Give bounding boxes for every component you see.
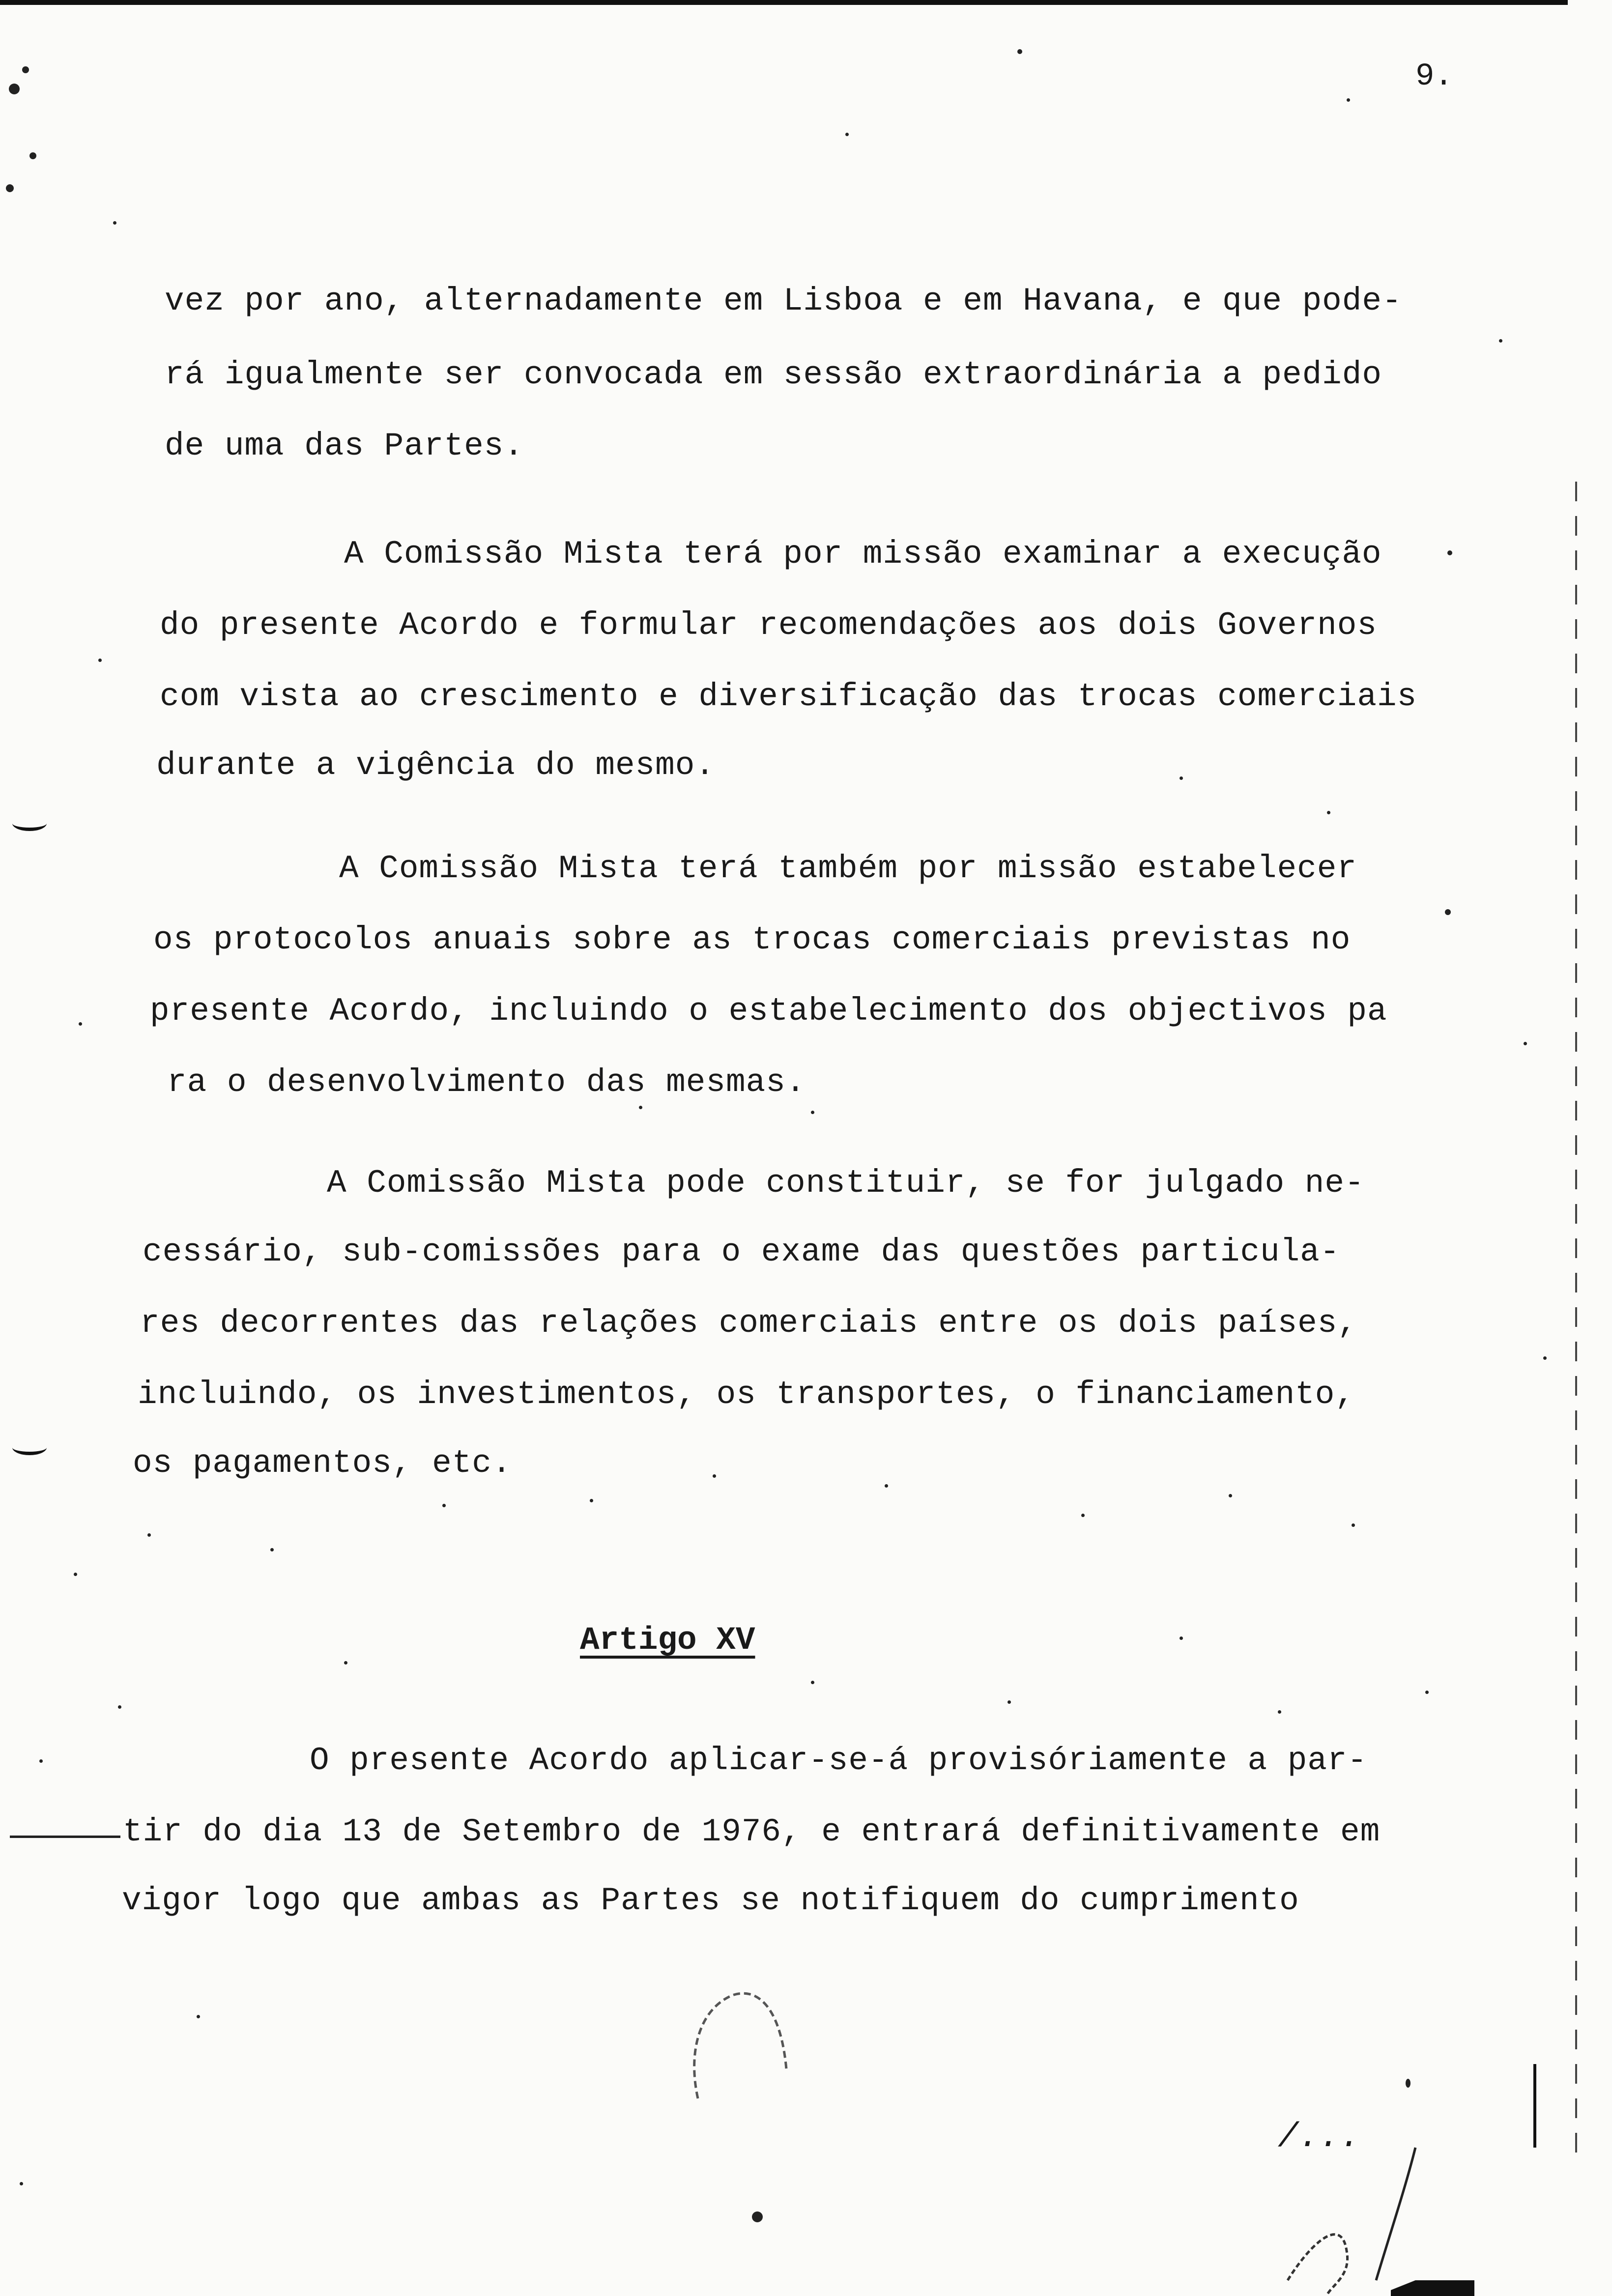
speck (29, 152, 36, 159)
text-line: rá igualmente ser convocada em sessão extraordinária a pedido (165, 356, 1382, 393)
speck (113, 221, 116, 225)
margin-dash-line (10, 1836, 120, 1838)
speck (118, 1705, 121, 1709)
text-line: A Comissão Mista terá também por missão estabelecer (339, 850, 1357, 887)
page-number: 9. (1415, 59, 1453, 94)
text-line: incluindo, os investimentos, os transportes, o financiamento, (138, 1376, 1355, 1413)
text-line: os pagamentos, etc. (133, 1445, 512, 1482)
faint-stamp-icon (678, 1976, 806, 2123)
speck (590, 1499, 593, 1502)
speck (344, 1661, 347, 1665)
punch-mark-icon (12, 1440, 47, 1455)
punch-mark-icon (12, 816, 47, 831)
article-heading: Artigo XV (580, 1622, 755, 1659)
text-line: vez por ano, alternadamente em Lisboa e em Havana, e que pode- (165, 283, 1402, 319)
speck (639, 1106, 642, 1109)
speck (1229, 1494, 1232, 1497)
speck (270, 1548, 274, 1551)
speck (1017, 49, 1022, 54)
text-line: cessário, sub-comissões para o exame das questões particula- (143, 1234, 1340, 1270)
text-line: presente Acordo, incluindo o estabelecimento dos objectivos pa (150, 993, 1387, 1030)
speck (197, 2015, 200, 2018)
scan-edge-line (1575, 482, 1577, 2152)
text-line: durante a vigência do mesmo. (156, 747, 715, 784)
text-line: res decorrentes das relações comerciais entre os dois países, (140, 1305, 1357, 1342)
text-line: ra o desenvolvimento das mesmas. (167, 1064, 806, 1101)
speck (811, 1111, 814, 1114)
speck (1008, 1700, 1011, 1704)
speck (22, 66, 29, 73)
continuation-mark: /... (1278, 2118, 1361, 2157)
speck (1278, 1710, 1281, 1714)
speck (79, 1022, 82, 1026)
speck (845, 133, 849, 136)
speck (1447, 550, 1452, 555)
speck (1425, 1691, 1429, 1694)
speck (442, 1504, 446, 1507)
text-line: vigor logo que ambas as Partes se notifiquem do cumprimento (122, 1882, 1299, 1919)
speck (1180, 1636, 1183, 1640)
scan-edge-line (1533, 2064, 1536, 2148)
speck (1081, 1514, 1085, 1517)
text-line: de uma das Partes. (165, 428, 524, 464)
text-line: tir do dia 13 de Setembro de 1976, e entrará definitivamente em (123, 1813, 1381, 1850)
speck (713, 1474, 716, 1478)
text-line: do presente Acordo e formular recomendações aos dois Governos (160, 607, 1377, 644)
speck (74, 1573, 77, 1576)
speck (6, 184, 14, 192)
speck (1524, 1042, 1527, 1045)
speck (1445, 909, 1451, 915)
speck (1499, 339, 1502, 343)
speck (1327, 811, 1330, 814)
speck (98, 659, 102, 662)
text-line: A Comissão Mista pode constituir, se for julgado ne- (327, 1165, 1365, 1202)
speck (1180, 776, 1183, 780)
text-line: O presente Acordo aplicar-se-á provisóriamente a par- (310, 1742, 1368, 1779)
text-line: com vista ao crescimento e diversificação das trocas comerciais (160, 678, 1417, 715)
speck (1406, 2079, 1410, 2088)
speck (752, 2211, 763, 2222)
speck (9, 84, 20, 94)
speck (1352, 1523, 1355, 1527)
speck (885, 1484, 888, 1488)
speck (20, 2182, 23, 2185)
text-line: A Comissão Mista terá por missão examinar a execução (344, 536, 1382, 573)
speck (39, 1759, 43, 1763)
speck (1543, 1356, 1547, 1360)
speck (811, 1681, 814, 1684)
text-line: os protocolos anuais sobre as trocas comerciais previstas no (153, 921, 1351, 958)
speck (1347, 98, 1350, 102)
signature-scribble-icon (1268, 2133, 1474, 2296)
speck (147, 1533, 151, 1537)
